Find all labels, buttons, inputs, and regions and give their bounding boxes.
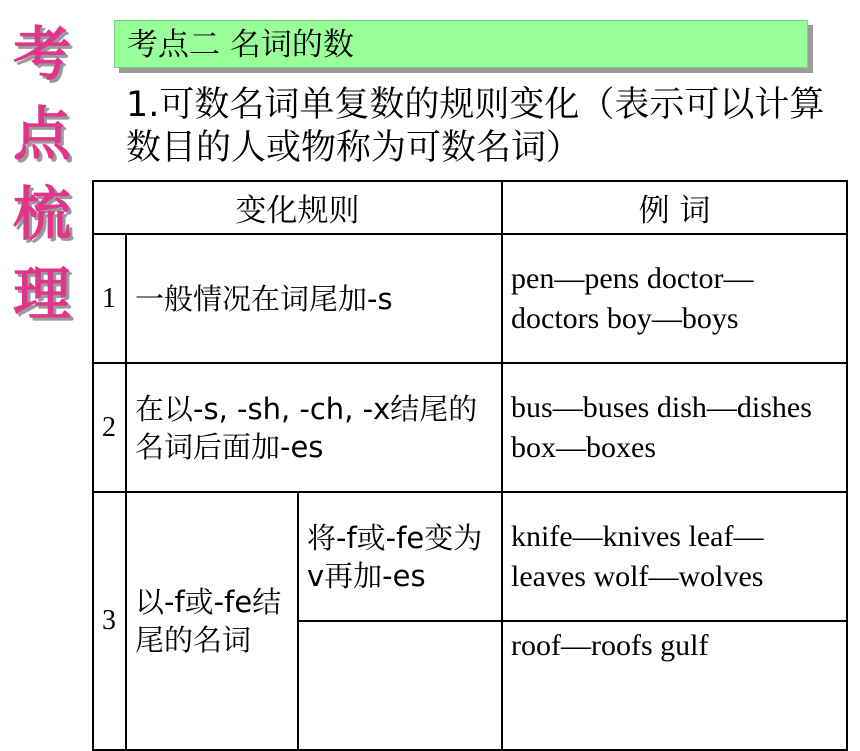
subrule-cell: 将-f或-fe变为v再加-es bbox=[298, 492, 502, 621]
rule-cell: 以-f或-fe结尾的名词 bbox=[126, 492, 298, 750]
row-number: 2 bbox=[93, 363, 126, 492]
header-example: 例 词 bbox=[502, 181, 847, 234]
side-title-char: 梳 bbox=[12, 180, 71, 248]
row-number: 3 bbox=[93, 492, 126, 750]
table-row bbox=[93, 492, 847, 621]
rule-cell: 在以-s, -sh, -ch, -x结尾的名词后面加-es bbox=[126, 363, 502, 492]
side-title-char: 理 bbox=[12, 260, 71, 328]
subrule-cell bbox=[298, 621, 502, 750]
example-cell: pen—pens doctor—doctors boy—boys bbox=[502, 234, 847, 363]
section-banner: 考点二 名词的数 bbox=[114, 20, 808, 68]
side-title bbox=[6, 14, 78, 334]
rules-table bbox=[92, 180, 848, 751]
table-row bbox=[93, 363, 847, 492]
table-row bbox=[93, 234, 847, 363]
table-header-row bbox=[93, 181, 847, 234]
side-title-char: 考 bbox=[12, 20, 71, 88]
example-cell: knife—knives leaf—leaves wolf—wolves bbox=[502, 492, 847, 621]
side-title-char: 点 bbox=[12, 100, 71, 168]
rule-cell: 一般情况在词尾加-s bbox=[126, 234, 502, 363]
example-cell: bus—buses dish—dishes box—boxes bbox=[502, 363, 847, 492]
section-subtitle: 1.可数名词单复数的规则变化（表示可以计算数目的人或物称为可数名词） bbox=[126, 85, 825, 168]
row-number: 1 bbox=[93, 234, 126, 363]
header-rule: 变化规则 bbox=[93, 181, 502, 234]
example-cell: roof—roofs gulf bbox=[502, 621, 847, 750]
